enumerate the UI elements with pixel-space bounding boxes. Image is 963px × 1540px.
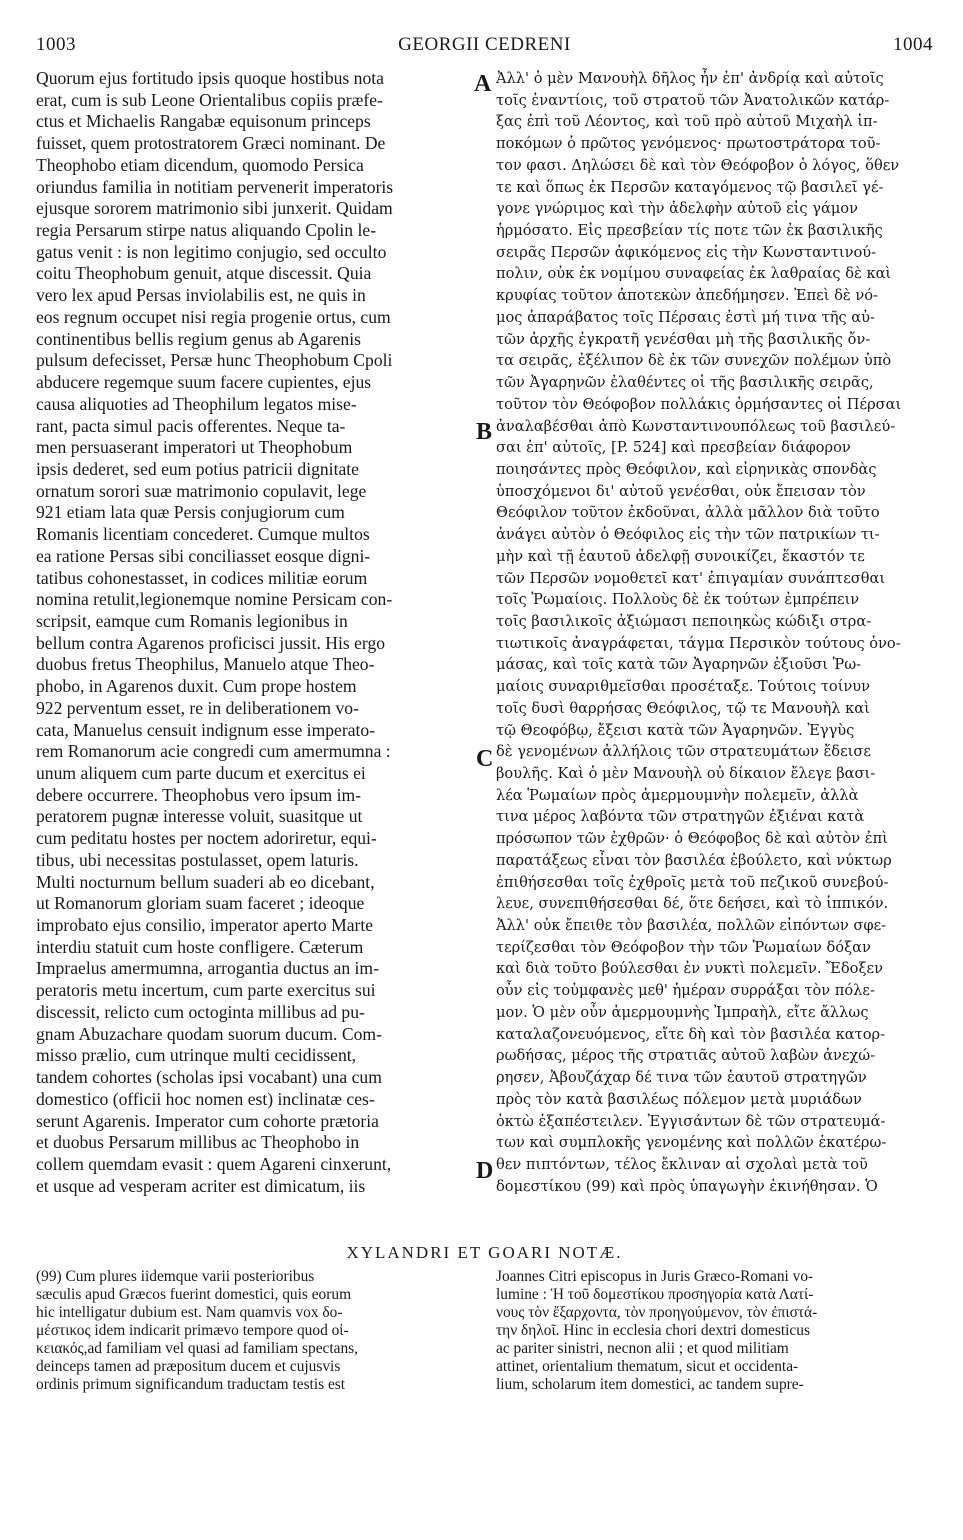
latin-text-line: domestico (officii hoc nomen est) inclinatæ ces- [36,1088,375,1109]
greek-text-line: πρὸς τὸν κατὰ βασιλέως πόλεμον μετὰ μυριάδων [496,1090,862,1108]
greek-text-line: μάσας, καὶ τοῖς κατὰ τῶν Ἀγαρηνῶν ἐξιοῦσι Ῥω- [496,656,862,674]
note-text-line: hic intelligatur dubium est. Nam quamvis vox δο- [36,1304,343,1321]
greek-text-line: λέα Ῥωμαίων πρὸς ἀμερμουμνὴν πολεμεῖν, ἀλλὰ [496,786,859,804]
latin-text-line: ctus et Michaelis Rangabæ equisonum princeps [36,111,371,132]
greek-text-line: βουλῆς. Καὶ ὁ μὲν Μανουὴλ οὐ δίκαιον ἔλεγε βασι- [496,765,876,782]
greek-text-line: ἀναλαβέσθαι ἀπὸ Κωνσταντινουπόλεως τοῦ βασιλεύ- [496,417,896,435]
latin-text-line: serunt Agarenis. Imperator cum cohorte prætoria [36,1110,379,1131]
latin-text-line: nomina retulit,legionemque nomine Persicam con- [36,589,393,610]
note-text-line: sæculis apud Græcos fuerint domestici, quis eorum [36,1286,352,1303]
greek-text-line: σαι ἐπ' αὐτοῖς, [P. 524] καὶ πρεσβείαν διάφορον [496,439,851,457]
running-title: GEORGII CEDRENI [398,34,571,55]
note-text-line: ordinis primum significandum traductam testis est [36,1376,346,1393]
greek-text-line: καὶ διὰ τοῦτο βούλεσθαι ἐν νυκτὶ πολεμεῖν. Ἔδοξεν [496,960,883,978]
greek-text-line: πρόσωπον τῶν ἐχθρῶν· ὁ Θεόφοβος δὲ καὶ αὐτὸν ἐπὶ [496,830,888,848]
greek-text-line: ὀκτὼ ἐξαπέστειλεν. Ἐγγισάντων δὲ τῶν στρατευμά- [496,1112,886,1130]
greek-text-line: τοῖς δυσὶ θαρρήσας Θεόφιλος, τῷ τε Μανουὴλ καὶ [496,699,870,717]
notes-left-column [36,1268,472,1394]
greek-text-line: τα σειρᾶς, ἐξέλιπον δὲ ἐκ τῶν συνεχῶν πολέμων ὑπὸ [496,352,892,370]
latin-text-line: phobo, in Agarenos duxit. Cum prope hostem [36,676,357,697]
latin-text-line: unum aliquem cum parte ducum et exercitus ei [36,763,366,783]
greek-text-line: ποιησάντες πρὸς Θεόφιλον, καὶ εἰρηνικὰς σπονδὰς [496,460,877,478]
greek-text-line: δομεστίκου (99) καὶ πρὸς ὑπαγωγὴν ἐκινήθησαν. Ὁ [496,1177,878,1195]
section-marker-c: C [476,746,494,772]
greek-text-line: ἐπιθήσεσθαι τοῖς ἐχθροῖς μετὰ τοῦ πεζικοῦ συνεβού- [496,873,889,891]
latin-text-line: misso prælio, cum utrinque multi cecidissent, [36,1045,357,1066]
latin-text-line: rant, pacta simul pacis offerentes. Neque ta- [36,415,346,436]
greek-text-line: τοῖς βασιλικοῖς ἀξιώμασι πεποιηκὼς κώδιξι στρα- [496,612,872,630]
note-text-line: νους τὸν ἔξαρχοντα, τὸν προηγούμενον, τὸν ἐπιστά- [496,1304,818,1321]
latin-text-line: debere occurrere. Theophobus vero ipsum im- [36,784,362,805]
latin-text-line: gnam Abuzachare quodam suorum ducum. Com- [36,1023,382,1044]
note-text-line: κειακός,ad familiam vel quasi ad familiam spectans, [36,1340,359,1357]
latin-text-line: men persuaserant imperatori ut Theophobum [36,437,353,458]
latin-text-line: ea ratione Persas sibi conciliasset eosque digni- [36,545,371,566]
greek-text-line: λευε, συνεπιθήσεσθαι δέ, ὅτε δεήσει, καὶ τὸ ἱππικόν. [496,895,889,913]
notes-title: XYLANDRI ET GOARI NOTÆ. [346,1243,623,1262]
page-number-left: 1003 [36,34,76,55]
greek-text-line: κρυφίας τοῦτον ἀποτεκὼν ἀπεδήμησεν. Ἐπεὶ δὲ νό- [496,287,878,305]
note-text-line: deinceps tamen ad præpositum ducem et cujusvis [36,1358,341,1375]
section-marker-b: B [476,419,493,445]
note-text-line: lumine : Ἡ τοῦ δομεστίκου προσηγορία κατὰ Λατί- [496,1286,814,1303]
greek-text-line: ἡρμόσατο. Εἰς πρεσβείαν τίς ποτε τῶν ἐκ βασιλικῆς [496,222,883,240]
latin-text-line: Quorum ejus fortitudo ipsis quoque hostibus nota [36,68,384,88]
latin-text-line: ut Romanorum gloriam suam faceret ; ideoque [36,893,365,914]
latin-text-line: oriundus familia in notitiam pervenerit imperatoris [36,176,394,197]
greek-text-line: τῶν Περσῶν νομοθετεῖ κατ' ἐπιγαμίαν συνάπτεσθαι [496,569,886,587]
latin-text-line: regia Persarum stirpe natus aliquando Cpolin le- [36,220,377,241]
latin-text-line: ejusque sororem matrimonio sibi junxerit. Quidam [36,198,393,219]
latin-text-line: 921 etiam lata quæ Persis conjugiorum cum [36,502,345,523]
note-text-line: Joannes Citri episcopus in Juris Græco-Romani vo- [496,1268,814,1285]
greek-text-line: τοῖς ἐναντίοις, τοῦ στρατοῦ τῶν Ἀνατολικῶν κατάρ- [496,91,890,109]
notes-right-column [496,1268,932,1394]
greek-text-line: μὴν καὶ τῇ ἑαυτοῦ ἀδελφῇ συνοικίζει, ἕκαστόν τε [496,547,865,565]
greek-text-line: παρατάξεως εἶναι τὸν βασιλέα ἐβούλετο, καὶ νύκτωρ [496,851,892,869]
greek-column [496,68,932,1197]
latin-text-line: cum peditatu hostes per noctem adoriretur, equi- [36,828,377,849]
latin-text-line: et usque ad vesperam acriter est dimicatum, iis [36,1175,366,1196]
greek-text-line: γονε γνώριμος καὶ τὴν ἀδελφὴν αὐτοῦ εἰς γάμον [496,200,858,218]
greek-text-line: τον φασι. Δηλώσει δὲ καὶ τὸν Θεόφοβον ὁ λόγος, ὅθεν [496,156,900,174]
greek-text-line: ξας ἐπὶ τοῦ Λέοντος, καὶ τοῦ πρὸ αὐτοῦ Μιχαὴλ ἱπ- [496,113,878,131]
latin-text-line: rem Romanorum acie congredi cum amermumna : [36,741,391,762]
latin-text-line: tibus, ubi necessitas postulasset, opem laturis. [36,849,359,870]
latin-text-line: tandem cohortes (scholas ipsi vocabant) una cum [36,1067,382,1088]
latin-column [36,68,472,1197]
latin-text-line: tatibus cohonestasset, in codices militiæ eorum [36,567,368,588]
note-text-line: attinet, orientalium thematum, sicut et occidenta- [496,1358,799,1375]
greek-text-line: ρησεν, Ἀβουζάχαρ δέ τινα τῶν ἑαυτοῦ στρατηγῶν [496,1069,867,1087]
latin-text-line: erat, cum is sub Leone Orientalibus copiis præfe- [36,89,383,110]
greek-text-line: Ἀλλ' οὐκ ἔπειθε τὸν βασιλέα, πολλῶν εἰπόντων σφε- [496,917,887,935]
greek-text-line: τοῦτον τὸν Θεόφοβον πολλάκις ὁρμήσαντες οἱ Πέρσαι [496,395,902,413]
section-marker-a: A [474,71,492,97]
latin-text-line: Theophobo etiam dicendum, quomodo Persica [36,154,364,175]
latin-text-line: cata, Manuelus censuit indignum esse imperato- [36,719,376,740]
latin-text-line: 922 perventum esset, re in deliberationem vo- [36,697,359,718]
page-number-right: 1004 [893,34,933,55]
greek-text-line: ρωδήσας, μέρος τῆς στρατιᾶς αὐτοῦ λαβὼν ἀνεχώ- [496,1047,876,1065]
latin-text-line: interdiu statuit cum hoste confligere. Cæterum [36,936,364,957]
greek-text-line: τῶν Ἀγαρηνῶν ἐλαθέντες οἱ τῆς βασιλικῆς σειρᾶς, [496,374,874,392]
latin-text-line: Romanis licentiam concederet. Cumque multos [36,524,370,545]
latin-text-line: continentibus bellis regium genus ab Agarenis [36,328,361,349]
latin-text-line: peratoris metu incertum, cum parte exercitus sui [36,980,376,1001]
greek-text-line: μαίοις συναριθμεῖσθαι προσέταξε. Τούτοις τοίνυν [496,678,871,696]
greek-text-line: ἀνάγει αὐτὸν ὁ Θεόφιλος εἰς τὴν τῶν πατρικίων τι- [496,526,880,544]
latin-text-line: causa aliquoties ad Theophilum legatos mise- [36,393,357,414]
latin-text-line: vero lex apud Persas inviolabilis est, ne quis in [36,285,366,306]
latin-text-line: fuisset, quem protostratorem Græci nominant. De [36,133,386,154]
greek-text-line: Θεόφιλον τοῦτον ἐκδοῦναι, ἀλλὰ μᾶλλον διὰ τοῦτο [496,504,880,522]
greek-text-line: πολιν, οὐκ ἐκ νομίμου συναφείας ἐκ λαθραίας δὲ καὶ [496,265,892,283]
latin-text-line: ornatum sorori suæ matrimonio copulavit, lege [36,480,367,501]
latin-text-line: eos regnum occupet nisi regia progenie ortus, cum [36,306,391,327]
greek-text-line: Ἀλλ' ὁ μὲν Μανουὴλ δῆλος ἦν ἐπ' ἀνδρίᾳ καὶ αὐτοῖς [496,70,884,87]
greek-text-line: τῷ Θεοφόβῳ, ἔξεισι κατὰ τῶν Ἀγαρηνῶν. Ἐγγὺς [496,721,855,739]
greek-text-line: οὖν εἰς τοὐμφανὲς μεθ' ἡμέραν συρράξαι τὸν πόλε- [496,982,875,1000]
latin-text-line: pulsum defecisset, Persæ hunc Theophobum Cpoli [36,350,393,371]
note-text-line: την δηλοῖ. Hinc in ecclesia chori dextri domesticus [496,1322,810,1339]
latin-text-line: coitu Theophobum genuit, atque discessit. Quia [36,263,372,284]
greek-text-line: των καὶ συμπλοκῆς γενομένης καὶ πολλῶν ἑκατέρω- [496,1134,887,1152]
greek-text-line: μον. Ὁ μὲν οὖν ἀμερμουμνὴς Ἰμπραὴλ, εἴτε ἄλλως [496,1003,869,1021]
latin-text-line: improbato ejus consilio, imperator aperto Marte [36,915,374,936]
latin-text-line: et duobus Persarum millibus ac Theophobo in [36,1132,360,1153]
greek-text-line: καταλαζονευόμενος, εἴτε δὴ καὶ τὸν βασιλέα κατορ- [496,1025,886,1043]
greek-text-line: τοῖς Ῥωμαίοις. Πολλοὺς δὲ ἐκ τούτων ἐμπρέπειν [496,591,860,609]
latin-text-line: Multi nocturnum bellum suaderi ab eo dicebant, [36,871,375,892]
latin-text-line: ipsis dederet, sed eum potius patricii dignitate [36,458,359,479]
greek-text-line: τερίζεσθαι τὸν Θεόφοβον τὴν τῶν Ῥωμαίων δόξαν [496,938,871,956]
latin-text-line: scripsit, eamque cum Romanis legionibus in [36,610,348,631]
greek-text-line: τιωτικοῖς ἀναγράφεται, τάγμα Περσικὸν τούτους ὀνο- [496,634,901,652]
greek-text-line: σειρᾶς Περσῶν ἀφικόμενος εἰς τὴν Κωνσταντινού- [496,243,877,261]
greek-text-line: τε καὶ ὅπως ἐκ Περσῶν καταγόμενος τῷ βασιλεῖ γέ- [496,178,884,196]
note-text-line: lium, scholarum item domestici, ac tandem supre- [496,1376,804,1393]
section-marker-d: D [476,1158,494,1184]
greek-text-line: τῶν ἀρχῆς ἐγκρατῆ γενέσθαι μὴ τῆς βασιλικῆς ὄν- [496,330,871,348]
greek-text-line: θεν πιπτόντων, τέλος ἔκλιναν αἱ σχολαὶ μετὰ τοῦ [496,1155,868,1173]
greek-text-line: ποκόμων ὁ πρῶτος γενόμενος· πρωτοστράτορα τοῦ- [496,135,881,153]
note-text-line: ac pariter sinistri, necnon alii ; et quod militiam [496,1340,789,1357]
latin-text-line: duobus fretus Theophilus, Manuelo atque Theo- [36,654,375,675]
greek-text-line: τινα μέρος λαβόντα τῶν στρατηγῶν ἐξιέναι κατὰ [496,808,865,826]
latin-text-line: Impraelus amermumna, arrogantia ductus an im- [36,958,379,979]
latin-text-line: bellum contra Agarenos proficisci jussit. His ergo [36,632,386,653]
greek-text-line: μος ἀπαράβατος τοῖς Πέρσαις ἐστὶ μή τινα τῆς αὐ- [496,308,875,326]
running-header [36,34,933,58]
latin-text-line: collem quemdam evasit : quem Agareni cinxerunt, [36,1153,392,1174]
latin-text-line: abducere regemque suum facere cupientes, ejus [36,372,372,393]
note-text-line: μέστικος idem indicarit primævo tempore quod οἰ- [36,1322,349,1339]
greek-text-line: δὲ γενομένων ἀλλήλοις τῶν στρατευμάτων ἔδεισε [496,743,871,761]
latin-text-line: gatus venit : is non legitimo conjugio, sed occulto [36,241,387,262]
latin-text-line: peratorem pugnæ interesse voluit, suasitque ut [36,806,363,827]
greek-text-line: ὑποσχόμενοι δι' αὐτοῦ γενέσθαι, οὐκ ἔπεισαν τὸν [496,482,866,500]
latin-text-line: discessit, relicto cum octoginta millibus ad pu- [36,1001,365,1022]
note-text-line: (99) Cum plures iidemque varii posterioribus [36,1268,315,1285]
